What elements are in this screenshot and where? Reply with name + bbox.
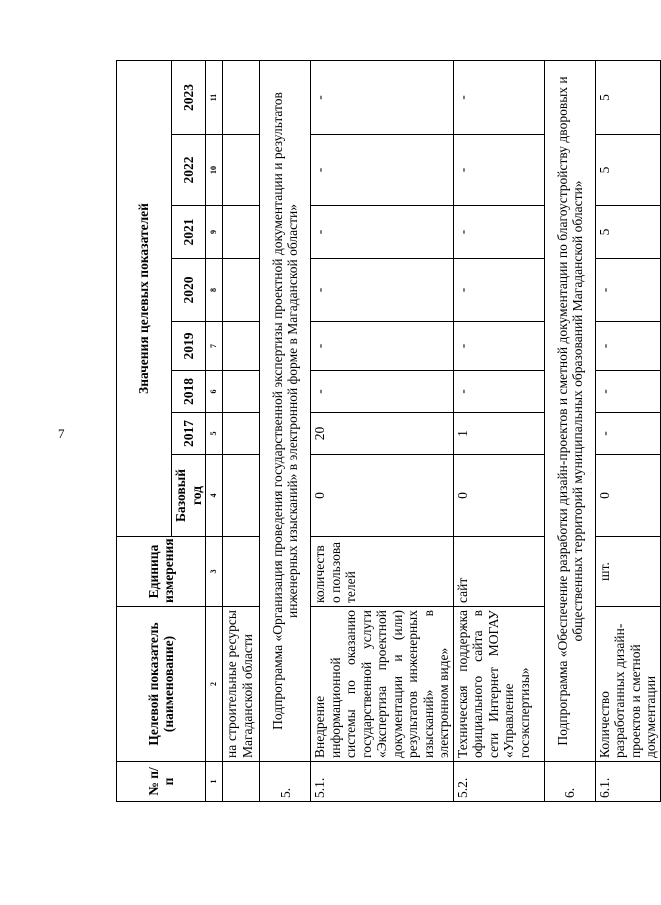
cell-unit: шт. <box>595 537 660 607</box>
page-number: 7 <box>58 426 65 441</box>
cell-value: - <box>595 322 660 371</box>
cell-name: Техническая поддержка официального сайта в сети Интернет МОГАУ «Управление госэкспертизы» <box>453 607 544 762</box>
header-year: 2021 <box>172 206 206 259</box>
column-index: 5 <box>206 413 223 455</box>
cell-num: 5.1. <box>311 762 454 802</box>
column-index: 4 <box>206 455 223 537</box>
cell-base: 0 <box>311 455 454 537</box>
header-year: 2020 <box>172 259 206 322</box>
header-year: 2018 <box>172 371 206 413</box>
cell-value: 5 <box>595 206 660 259</box>
cell-unit: сайт <box>453 537 544 607</box>
column-index: 2 <box>206 607 223 762</box>
cell-value: - <box>453 259 544 322</box>
header-values: Значения целевых показателей <box>117 60 172 536</box>
table-row <box>595 60 660 801</box>
cell-name: Внедрение информационной системы по оказанию государственной услуги «Экспертиза проектной документации и (или) результатов инженерных изысканий» в электронном виде» <box>311 607 454 762</box>
cell-value: - <box>453 135 544 206</box>
cell-value: - <box>311 60 454 134</box>
cell-value: - <box>311 206 454 259</box>
table-row <box>453 60 544 801</box>
header-year: 2023 <box>172 60 206 134</box>
cell-value: - <box>311 371 454 413</box>
column-index-row <box>206 60 223 801</box>
cell-name: на строительные ресурсы Магаданской области <box>223 607 260 762</box>
cell-value: - <box>453 371 544 413</box>
header-base-year: Базовый год <box>172 455 206 537</box>
header-num: № п/п <box>117 762 206 802</box>
column-index: 10 <box>206 135 223 206</box>
column-index: 3 <box>206 537 223 607</box>
cell-value: - <box>595 413 660 455</box>
cell-value: 5 <box>595 135 660 206</box>
header-year: 2019 <box>172 322 206 371</box>
cell-value: 5 <box>595 60 660 134</box>
cell-value: - <box>311 322 454 371</box>
cell-unit: количество пользователей <box>311 537 454 607</box>
column-index: 1 <box>206 762 223 802</box>
subprogram-title: Подпрограмма «Организация проведения государственной экспертизы проектной документации и результатов инженерных изысканий» в электронной форме в Магаданской области» <box>260 60 311 761</box>
cell-value: 20 <box>311 413 454 455</box>
column-index: 6 <box>206 371 223 413</box>
cell-value: - <box>453 206 544 259</box>
cell-value: 1 <box>453 413 544 455</box>
cell-num: 5.2. <box>453 762 544 802</box>
table-row <box>223 60 260 801</box>
header-row-main <box>117 60 172 801</box>
cell-value: - <box>311 135 454 206</box>
table-row <box>311 60 454 801</box>
cell-value: - <box>453 60 544 134</box>
header-unit: Единица измерения <box>117 537 206 607</box>
subprogram-title: Подпрограмма «Обеспечение разработки дизайн-проектов и сметной документации по благоустройству дворовых и общественных территорий муниципальных образований Магаданской области» <box>544 60 595 761</box>
subprogram-row <box>544 60 595 801</box>
subprogram-num: 6. <box>544 762 595 802</box>
cell-value: - <box>311 259 454 322</box>
cell-value: - <box>595 259 660 322</box>
target-indicators-table <box>116 60 661 802</box>
cell-name: Количество разработанных дизайн-проектов и сметной документации <box>595 607 660 762</box>
subprogram-row <box>260 60 311 801</box>
column-index: 7 <box>206 322 223 371</box>
column-index: 8 <box>206 259 223 322</box>
cell-base: 0 <box>595 455 660 537</box>
header-year: 2022 <box>172 135 206 206</box>
column-index: 9 <box>206 206 223 259</box>
header-year: 2017 <box>172 413 206 455</box>
header-name: Целевой показатель (наименование) <box>117 607 206 762</box>
subprogram-num: 5. <box>260 762 311 802</box>
cell-num <box>223 762 260 802</box>
cell-base: 0 <box>453 455 544 537</box>
cell-num: 6.1. <box>595 762 660 802</box>
cell-value: - <box>453 322 544 371</box>
column-index: 11 <box>206 60 223 134</box>
cell-value: - <box>595 371 660 413</box>
rotated-table-sheet <box>116 61 658 802</box>
